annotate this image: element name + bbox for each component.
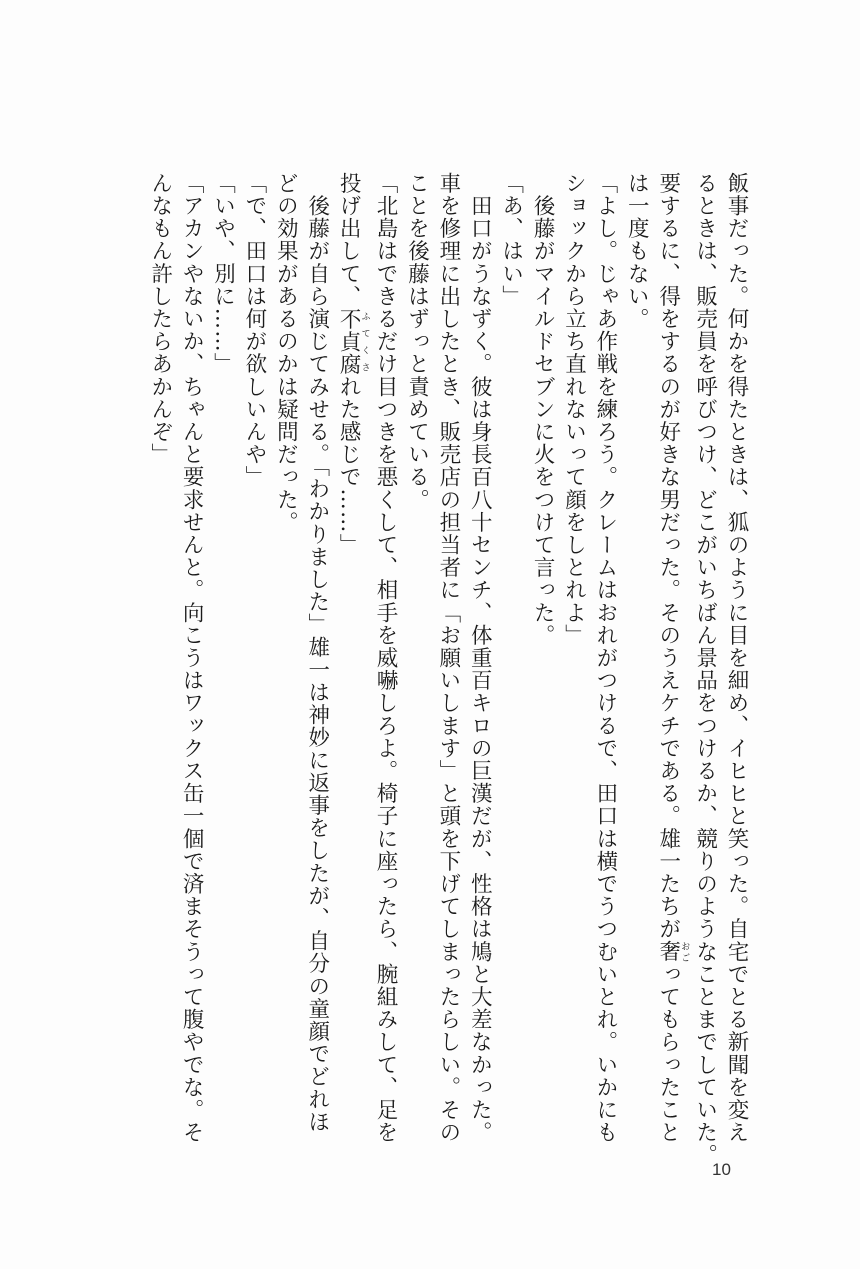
text-line: [652, 172, 690, 1144]
text-run: ことを後藤はずっと責めている。: [404, 172, 430, 511]
text-run: 「よし。じゃあ作戦を練ろう。クレームはおれがつけるで、田口は横でうつむいとれ。いかにも: [592, 172, 618, 1144]
text-line: [144, 172, 175, 1092]
ruby-word: [336, 307, 370, 376]
ruby-reading: ふてくさ: [359, 307, 370, 376]
text-run: 投げ出して、: [336, 172, 362, 308]
text-line: [589, 172, 620, 1144]
text-line: [333, 172, 370, 1092]
text-run: 「アカンやないか、ちゃんと要求せんと。向こうはワックス缶一個で済まそうって腹やでな。そ: [179, 172, 205, 1144]
text-run: 「いや、別に……」: [210, 172, 236, 376]
text-run: は一度もない。: [624, 172, 650, 331]
page-number: 10: [712, 1160, 731, 1179]
text-line: [721, 172, 752, 1144]
text-run: 「あ、はい」: [498, 172, 524, 308]
text-run: 「で、田口は何が欲しいんや」: [241, 172, 267, 489]
text-run: んなもん許したらあかんぞ」: [147, 172, 173, 466]
text-run: 飯事だった。何かを得たときは、狐のように目を細め、イヒヒと笑った。自宅でとる新聞を変え: [724, 172, 749, 1144]
text-run: どの効果があるのかは疑問だった。: [273, 172, 299, 534]
text-run: ってもらったこと: [655, 963, 681, 1144]
text-line: [621, 172, 652, 1092]
vertical-text-body: [112, 172, 752, 1167]
text-line: [464, 172, 495, 1144]
text-run: 後藤が自ら演じてみせる。「わかりました」雄一は神妙に返事をしたが、自分の童顔でどれほ: [304, 172, 330, 1134]
text-line: [689, 172, 720, 1167]
text-run: 田口がうなずく。彼は身長百八十センチ、体重百キロの巨漢だが、性格は鳩と大差なかった。: [467, 172, 493, 1144]
ruby-base: 不貞腐: [336, 307, 362, 376]
text-line: [558, 172, 589, 1092]
text-run: ショックから立ち直れないって顔をしとれよ」: [561, 172, 587, 647]
text-line: [401, 172, 432, 1092]
text-line: [270, 172, 301, 1092]
text-line: [370, 172, 401, 1144]
ruby-word: [655, 940, 690, 964]
text-run: 「北島はできるだけ目つきを悪くして、相手を威嚇しろよ。椅子に座ったら、腕組みして、足を: [373, 172, 399, 1144]
text-line: [495, 172, 526, 1092]
ruby-reading: おご: [679, 940, 690, 963]
text-line: [527, 172, 558, 1092]
text-run: れた感じで……」: [336, 375, 362, 557]
text-run: 要するに、得をするのが好きな男だった。そのうえケチである。雄一たちが: [655, 172, 681, 941]
text-line: [176, 172, 207, 1144]
text-run: るときは、販売員を呼びつけ、どこがいちばん景品をつけるか、競りのようなことまでしていた。: [692, 172, 718, 1167]
text-run: 車を修理に出したとき、販売店の担当者に「お願いします」と頭を下げてしまったらしい。その: [435, 172, 461, 1144]
text-line: [207, 172, 238, 1092]
text-line: [301, 172, 332, 1134]
text-line: [239, 172, 270, 1092]
text-line: [432, 172, 463, 1144]
text-run: 後藤がマイルドセブンに火をつけて言った。: [530, 172, 556, 647]
ruby-base: 奢: [655, 940, 681, 964]
